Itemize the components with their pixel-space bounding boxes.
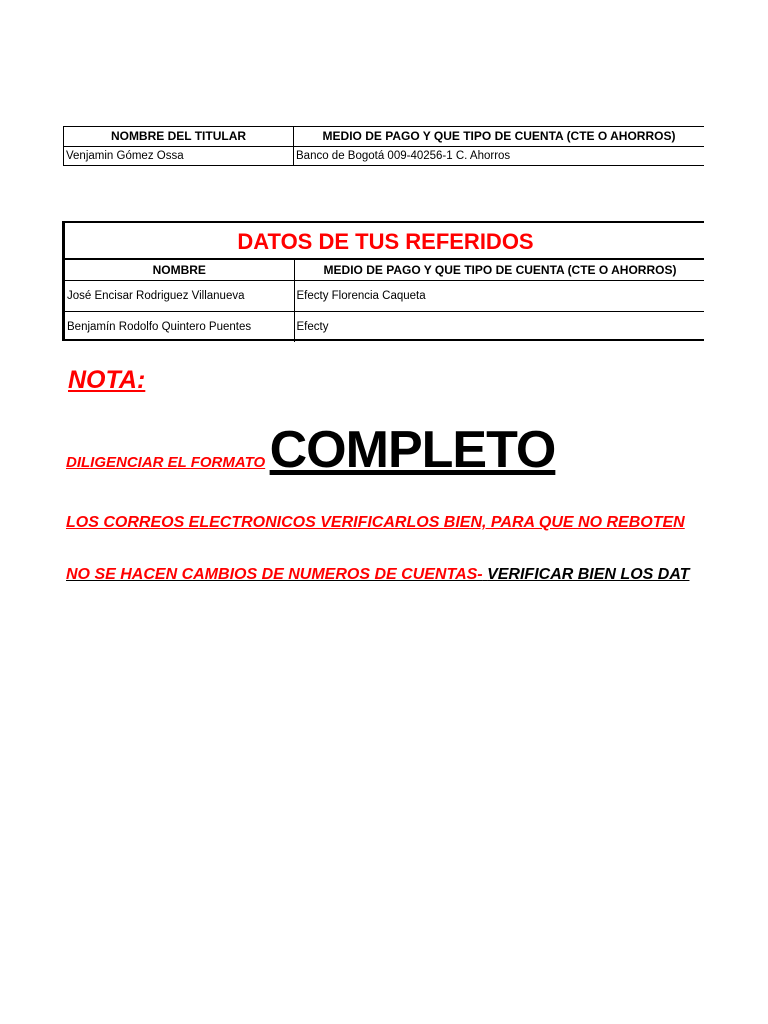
referrals-table [65,260,704,342]
referral-payment-cell[interactable]: Efecty Florencia Caqueta [294,281,704,312]
holder-name-header: NOMBRE DEL TITULAR [64,127,294,147]
referrals-title: DATOS DE TUS REFERIDOS [65,223,704,260]
verify-data-text: VERIFICAR BIEN LOS DAT [487,566,690,583]
diligenciar-text: DILIGENCIAR EL FORMATO [66,454,266,471]
referral-name-cell[interactable]: Benjamín Rodolfo Quintero Puentes [65,312,294,343]
holder-table [63,126,704,166]
holder-payment-header: MEDIO DE PAGO Y QUE TIPO DE CUENTA (CTE O AHORROS) [294,127,705,147]
holder-data-row [64,147,705,166]
referral-name-cell[interactable]: José Encisar Rodriguez Villanueva [65,281,294,312]
referral-payment-header: MEDIO DE PAGO Y QUE TIPO DE CUENTA (CTE O AHORROS) [294,260,704,281]
completo-text: COMPLETO [269,421,556,479]
complete-form-note [66,420,555,480]
holder-header-row [64,127,705,147]
account-change-text: NO SE HACEN CAMBIOS DE NUMEROS DE CUENTAS- [66,566,483,583]
holder-payment-cell[interactable]: Banco de Bogotá 009-40256-1 C. Ahorros [294,147,705,166]
table-row [65,281,704,312]
referrals-block [62,221,704,341]
referral-payment-cell[interactable]: Efecty [294,312,704,343]
referral-name-header: NOMBRE [65,260,294,281]
referrals-header-row [65,260,704,281]
email-note: LOS CORREOS ELECTRONICOS VERIFICARLOS BIEN, PARA QUE NO REBOTEN [66,514,685,531]
note-heading: NOTA: [68,366,146,394]
table-row [65,312,704,343]
holder-name-cell[interactable]: Venjamin Gómez Ossa [64,147,294,166]
account-change-note [66,564,689,586]
